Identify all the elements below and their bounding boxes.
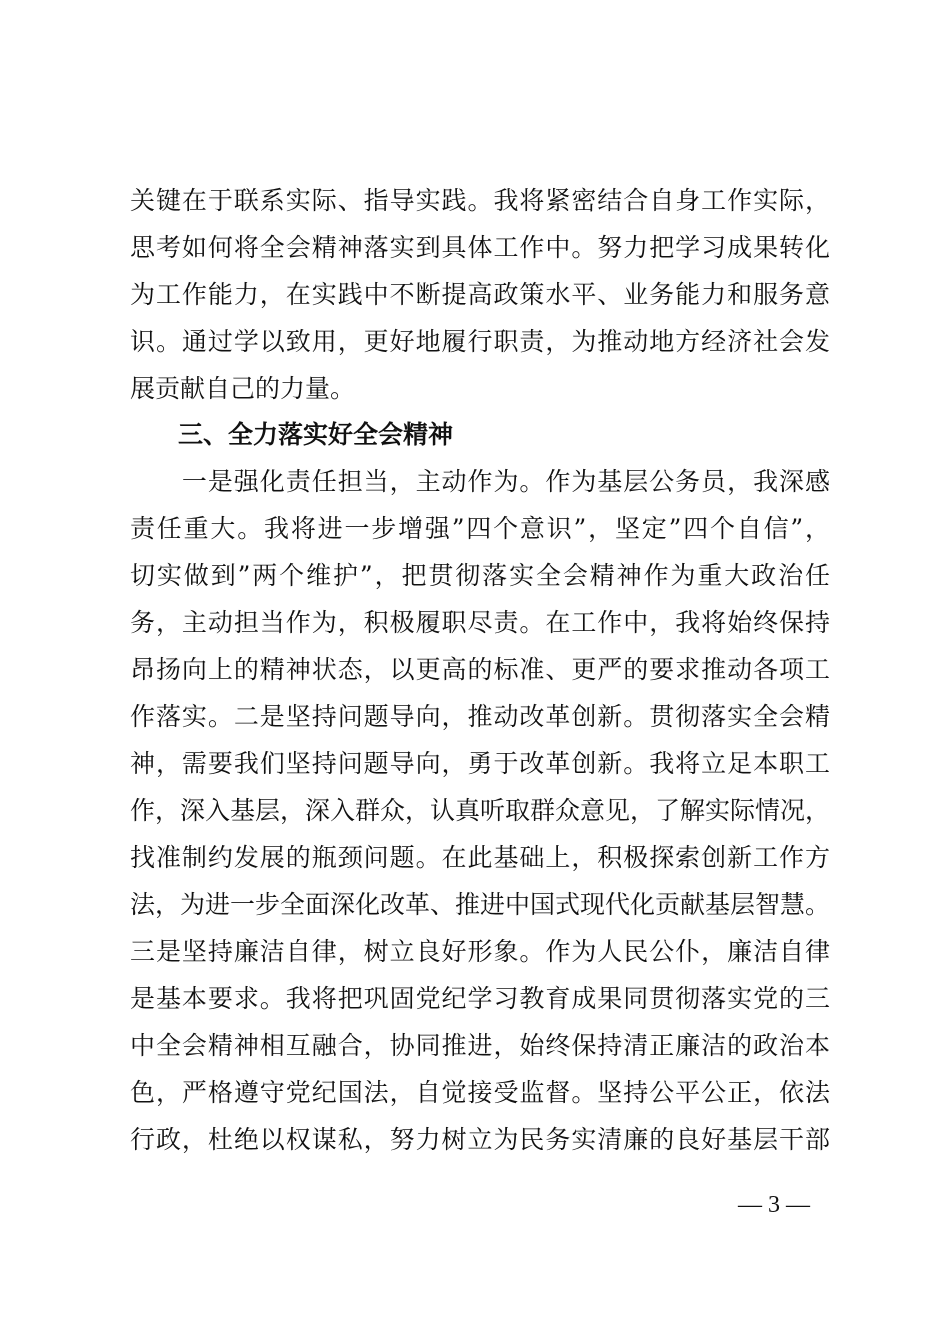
body-line: 切实做到”两个维护”，把贯彻落实全会精神作为重大政治任 <box>130 561 830 590</box>
body-line: 神，需要我们坚持问题导向，勇于改革创新。我将立足本职工 <box>130 749 830 778</box>
body-line: 行政，杜绝以权谋私，努力树立为民务实清廉的良好基层干部 <box>130 1125 830 1154</box>
body-line: 展贡献自己的力量。 <box>130 374 356 403</box>
body-line: 一是强化责任担当，主动作为。作为基层公务员，我深感 <box>130 467 830 496</box>
body-line: 关键在于联系实际、指导实践。我将紧密结合自身工作实际， <box>130 186 830 215</box>
body-line: 为工作能力，在实践中不断提高政策水平、业务能力和服务意 <box>130 280 830 309</box>
body-line: 思考如何将全会精神落实到具体工作中。努力把学习成果转化 <box>130 233 830 262</box>
body-line: 务，主动担当作为，积极履职尽责。在工作中，我将始终保持 <box>130 608 830 637</box>
body-line: 识。通过学以致用，更好地履行职责，为推动地方经济社会发 <box>130 327 830 356</box>
body-line: 昂扬向上的精神状态，以更高的标准、更严的要求推动各项工 <box>130 655 830 684</box>
body-line: 作落实。二是坚持问题导向，推动改革创新。贯彻落实全会精 <box>130 702 830 731</box>
section-heading: 三、全力落实好全会精神 <box>178 420 454 449</box>
body-line: 色，严格遵守党纪国法，自觉接受监督。坚持公平公正，依法 <box>130 1078 830 1107</box>
body-line: 找准制约发展的瓶颈问题。在此基础上，积极探索创新工作方 <box>130 843 830 872</box>
body-line: 法，为进一步全面深化改革、推进中国式现代化贡献基层智慧。 <box>130 890 831 919</box>
body-line: 是基本要求。我将把巩固党纪学习教育成果同贯彻落实党的三 <box>130 984 830 1013</box>
page-number: — 3 — <box>738 1192 810 1218</box>
body-line: 作，深入基层，深入群众，认真听取群众意见，了解实际情况， <box>130 796 831 825</box>
body-line: 责任重大。我将进一步增强”四个意识”，坚定”四个自信”， <box>130 514 830 543</box>
body-line: 三是坚持廉洁自律，树立良好形象。作为人民公仆，廉洁自律 <box>130 937 830 966</box>
body-line: 中全会精神相互融合，协同推进，始终保持清正廉洁的政治本 <box>130 1031 830 1060</box>
